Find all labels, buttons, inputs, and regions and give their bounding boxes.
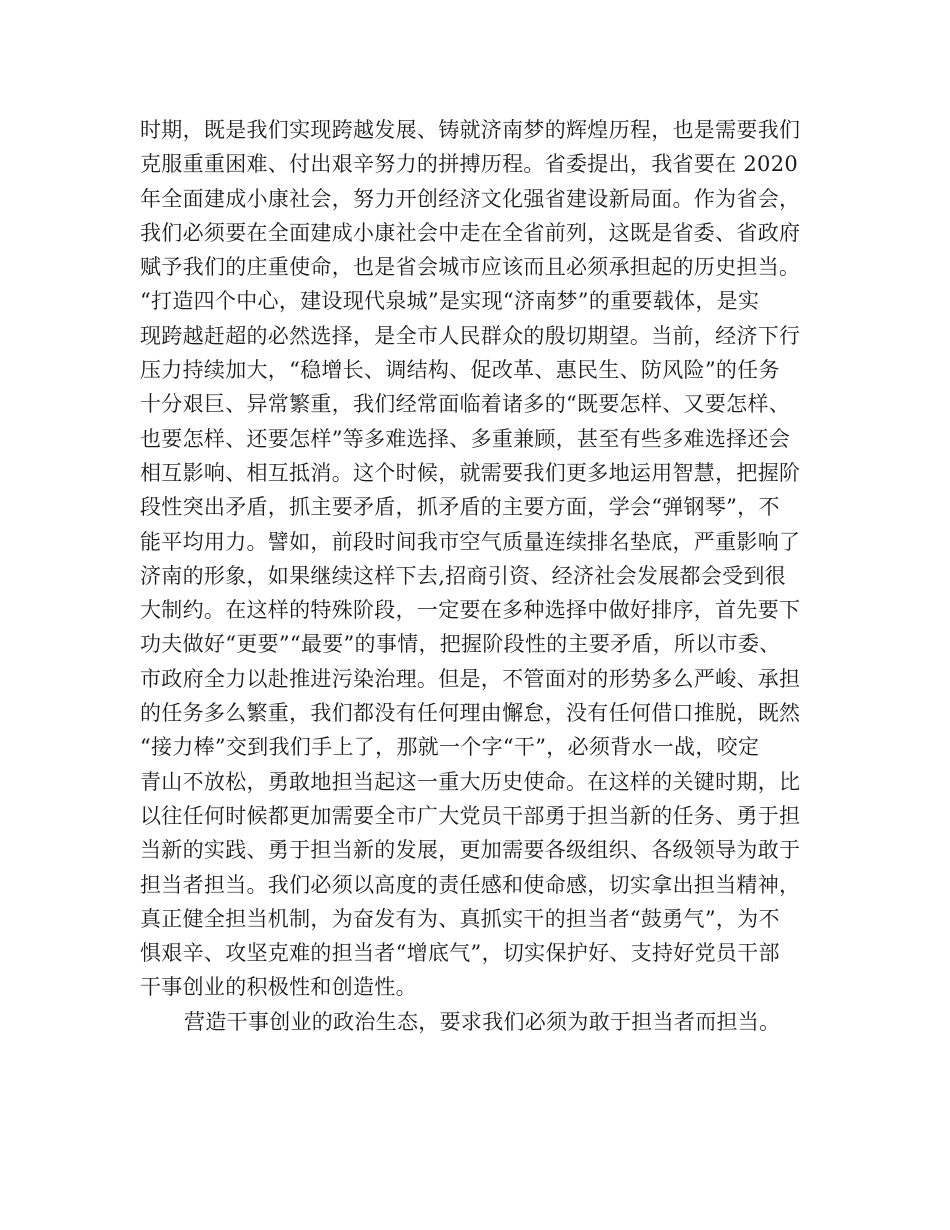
text-line: 相互影响、相互抵消。这个时候，就需要我们更多地运用智慧，把握阶 [140, 460, 801, 485]
text-line: 赋予我们的庄重使命，也是省会城市应该而且必须承担起的历史担当。 [140, 255, 801, 280]
text-line: 功夫做好“更要”“最要”的事情，把握阶段性的主要矛盾，所以市委、 [140, 632, 781, 657]
text-line: 青山不放松，勇敢地担当起这一重大历史使命。在这样的关键时期，比 [140, 769, 801, 794]
text-line: 时期，既是我们实现跨越发展、铸就济南梦的辉煌历程，也是需要我们 [140, 118, 801, 142]
text-line: 济南的形象，如果继续这样下去,招商引资、经济社会发展都会受到很 [140, 563, 786, 588]
text-line: 也要怎样、还要怎样”等多难选择、多重兼顾，甚至有些多难选择还会 [140, 426, 791, 451]
text-line: 市政府全力以赴推进污染治理。但是，不管面对的形势多么严峻、承担 [140, 666, 801, 691]
text-line: 干事创业的积极性和创造性。 [140, 975, 417, 1000]
text-line: 压力持续加大，“稳增长、调结构、促改革、惠民生、防风险”的任务 [140, 358, 780, 383]
text-line: 以往任何时候都更加需要全市广大党员干部勇于担当新的任务、勇于担 [140, 803, 801, 828]
text-line: 大制约。在这样的特殊阶段，一定要在多种选择中做好排序，首先要下 [140, 598, 801, 623]
text-line: 段性突出矛盾，抓主要矛盾，抓矛盾的主要方面，学会“弹钢琴”，不 [140, 495, 780, 520]
text-line: 担当者担当。我们必须以高度的责任感和使命感，切实拿出担当精神， [140, 872, 801, 897]
text-line: 现跨越赶超的必然选择，是全市人民群众的殷切期望。当前，经济下行 [140, 323, 801, 348]
text-line: 惧艰辛、攻坚克难的担当者“增底气”，切实保护好、支持好党员干部 [140, 941, 780, 966]
text-line: 十分艰巨、异常繁重，我们经常面临着诸多的“既要怎样、又要怎样、 [140, 392, 791, 417]
text-line: 我们必须要在全面建成小康社会中走在全省前列，这既是省委、省政府 [140, 220, 801, 245]
body-text [140, 113, 840, 1039]
paragraph-first-line: 营造干事创业的政治生态，要求我们必须为敢于担当者而担当。 [184, 1009, 781, 1034]
text-line: 真正健全担当机制，为奋发有为、真抓实干的担当者“鼓勇气”，为不 [140, 906, 780, 931]
text-line: 能平均用力。譬如，前段时间我市空气质量连续排名垫底，严重影响了 [140, 529, 801, 554]
text-line: “接力棒”交到我们手上了，那就一个字“干”，必须背水一战，咬定 [140, 735, 760, 760]
text-line: 当新的实践、勇于担当新的发展，更加需要各级组织、各级领导为敢于 [140, 838, 801, 863]
text-line: 克服重重困难、付出艰辛努力的拼搏历程。省委提出，我省要在 2020 [140, 152, 799, 177]
text-line: 年全面建成小康社会，努力开创经济文化强省建设新局面。作为省会， [140, 186, 801, 211]
text-line: “打造四个中心，建设现代泉城”是实现“济南梦”的重要载体，是实 [140, 289, 760, 314]
text-line: 的任务多么繁重，我们都没有任何理由懈怠，没有任何借口推脱，既然 [140, 701, 801, 726]
